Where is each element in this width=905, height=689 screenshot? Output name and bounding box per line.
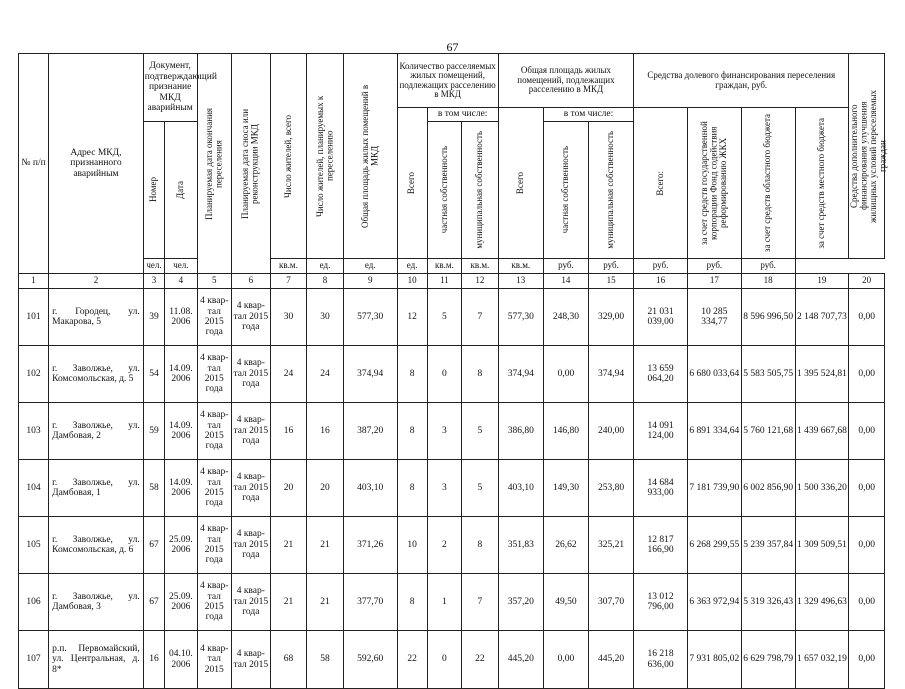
cell-a-priv: 0,00 [543,631,588,689]
header-rooms-private: частная собственность [438,146,449,234]
table-row [19,574,885,631]
cell-f-loc: 1 657 032,19 [795,631,849,689]
cell-plan: 16 [307,403,344,460]
cell-plan: 20 [307,460,344,517]
cell-f-reg: 6 629 798,79 [741,631,795,689]
header-funding-all: Всего: [654,170,665,196]
cell-a-all: 351,83 [498,517,543,574]
cell-end: 4 квар- тал 2015 [197,631,231,689]
unit-cell: ед. [343,259,397,274]
cell-all: 22 [397,631,427,689]
cell-priv: 0 [427,346,461,403]
cell-res: 21 [270,517,307,574]
table-header [19,54,888,289]
cell-plan: 21 [307,574,344,631]
cell-a-priv: 0,00 [543,346,588,403]
table-row [19,289,885,346]
column-number: 16 [634,274,688,289]
unit-cell: кв.м. [498,259,543,274]
cell-f-fund: 7 931 805,02 [687,631,741,689]
cell-end: 4 квар- тал 2015 года [197,346,231,403]
cell-num: 59 [143,403,165,460]
cell-date: 25.09. 2006 [165,517,197,574]
header-address: Адрес МКД, признанного аварийным [49,54,144,274]
cell-all: 12 [397,289,427,346]
cell-date: 11.08. 2006 [165,289,197,346]
cell-all: 8 [397,403,427,460]
cell-f-reg: 8 596 996,50 [741,289,795,346]
cell-a-priv: 26,62 [543,517,588,574]
cell-end: 4 квар- тал 2015 года [197,574,231,631]
cell-f-all: 16 218 636,00 [634,631,688,689]
cell-f-fund: 10 285 334,77 [687,289,741,346]
cell-a-all: 403,10 [498,460,543,517]
unit-cell: чел. [165,259,197,274]
cell-f-fund: 7 181 739,90 [687,460,741,517]
header-no: № п/п [19,54,49,274]
cell-date: 14.09. 2006 [165,460,197,517]
cell-demo: 4 квар- тал 2015 года [231,289,270,346]
cell-mun: 8 [462,517,499,574]
cell-area: 387,20 [343,403,397,460]
relocation-table [18,53,888,689]
cell-f-loc: 1 329 496,63 [795,574,849,631]
cell-priv: 5 [427,289,461,346]
cell-f-all: 21 031 039,00 [634,289,688,346]
header-planned-end: Планируемая дата окончания переселения [203,107,224,220]
cell-a-priv: 49,50 [543,574,588,631]
column-numbers-row [19,274,885,289]
cell-f-all: 14 091 124,00 [634,403,688,460]
cell-f-fund: 6 680 033,64 [687,346,741,403]
column-number: 8 [307,274,344,289]
unit-cell: кв.м. [270,259,307,274]
cell-all: 8 [397,460,427,517]
cell-address: г. Городец, ул. Макарова, 5 [49,289,144,346]
cell-priv: 2 [427,517,461,574]
cell-area: 592,60 [343,631,397,689]
table-row [19,631,885,689]
cell-f-loc: 1 395 524,81 [795,346,849,403]
cell-priv: 3 [427,460,461,517]
header-planned-demolition: Планируемая дата сноса или реконструкции МКД [240,108,260,219]
cell-no: 106 [19,574,49,631]
cell-mun: 7 [462,289,499,346]
cell-address: г. Заволжье, ул. Дамбовая, 1 [49,460,144,517]
cell-end: 4 квар- тал 2015 года [197,517,231,574]
cell-num: 67 [143,517,165,574]
cell-f-reg: 6 002 856,90 [741,460,795,517]
cell-date: 25.09. 2006 [165,574,197,631]
cell-mun: 7 [462,574,499,631]
cell-area: 374,94 [343,346,397,403]
header-residents-planned: Число жителей, планируемых к переселению [314,95,335,217]
cell-a-all: 386,80 [498,403,543,460]
cell-end: 4 квар- тал 2015 года [197,460,231,517]
units-row [19,259,885,274]
cell-a-mun: 329,00 [589,289,634,346]
cell-demo: 4 квар- тал 2015 года [231,517,270,574]
cell-priv: 0 [427,631,461,689]
column-number: 15 [589,274,634,289]
cell-add: 0,00 [849,403,885,460]
cell-f-fund: 6 891 334,64 [687,403,741,460]
column-number: 18 [741,274,795,289]
header-doc-date: Дата [175,180,186,199]
cell-a-all: 445,20 [498,631,543,689]
cell-all: 10 [397,517,427,574]
cell-f-fund: 6 363 972,94 [687,574,741,631]
cell-res: 24 [270,346,307,403]
cell-address: р.п. Первомайский, ул. Центральная, д. 8* [49,631,144,689]
cell-address: г. Заволжье, ул. Дамбовая, 2 [49,403,144,460]
header-rooms-municipal: муниципальная собственность [474,131,485,249]
cell-no: 102 [19,346,49,403]
header-rooms-all: Всего [406,171,417,195]
header-area-group: Общая площадь жилых помещений, подлежащих расселению в МКД [498,54,634,108]
unit-cell: руб. [634,259,688,274]
cell-a-mun: 445,20 [589,631,634,689]
column-number: 20 [849,274,885,289]
cell-f-loc: 1 500 336,20 [795,460,849,517]
unit-cell: руб. [741,259,795,274]
column-number: 9 [343,274,397,289]
unit-cell: кв.м. [462,259,499,274]
cell-priv: 1 [427,574,461,631]
header-rooms-group: Количество расселяемых жилых помещений, подлежащих расселению в МКД [397,54,498,108]
header-of-which-2: в том числе: [543,108,633,122]
unit-cell: чел. [143,259,165,274]
cell-num: 16 [143,631,165,689]
header-funding-local: за счет средств местного бюджета [816,117,827,249]
header-area-private: частная собственность [560,146,571,234]
unit-cell: кв.м. [427,259,461,274]
table-body [19,289,885,689]
header-additional: Средства дополнительного финансирования улучшения жилищных условий переселяемых граждан [849,89,888,223]
cell-f-all: 14 684 933,00 [634,460,688,517]
table-row [19,346,885,403]
column-number: 2 [49,274,144,289]
cell-plan: 24 [307,346,344,403]
cell-plan: 21 [307,517,344,574]
cell-a-mun: 253,80 [589,460,634,517]
cell-end: 4 квар- тал 2015 года [197,403,231,460]
unit-cell: руб. [687,259,741,274]
cell-area: 403,10 [343,460,397,517]
cell-date: 14.09. 2006 [165,346,197,403]
column-number: 10 [397,274,427,289]
unit-cell: руб. [589,259,634,274]
cell-res: 20 [270,460,307,517]
cell-a-all: 374,94 [498,346,543,403]
cell-res: 21 [270,574,307,631]
cell-f-loc: 1 439 667,68 [795,403,849,460]
cell-num: 58 [143,460,165,517]
cell-f-all: 12 817 166,90 [634,517,688,574]
cell-area: 377,70 [343,574,397,631]
table-row [19,460,885,517]
cell-a-mun: 307,70 [589,574,634,631]
table-row [19,403,885,460]
cell-no: 105 [19,517,49,574]
unit-cell: руб. [543,259,588,274]
cell-f-all: 13 012 796,00 [634,574,688,631]
cell-a-mun: 325,21 [589,517,634,574]
cell-f-reg: 5 319 326,43 [741,574,795,631]
cell-all: 8 [397,574,427,631]
column-number: 7 [270,274,307,289]
cell-demo: 4 квар- тал 2015 года [231,574,270,631]
cell-area: 371,26 [343,517,397,574]
cell-priv: 3 [427,403,461,460]
cell-a-priv: 149,30 [543,460,588,517]
cell-res: 68 [270,631,307,689]
column-number: 4 [165,274,197,289]
header-funding-fund: за счет средств государственной корпорации Фонд содействия реформированию ЖКХ [699,121,729,245]
cell-no: 101 [19,289,49,346]
cell-demo: 4 квар- тал 2015 [231,631,270,689]
cell-mun: 5 [462,403,499,460]
cell-a-mun: 374,94 [589,346,634,403]
cell-no: 107 [19,631,49,689]
cell-add: 0,00 [849,289,885,346]
header-of-which: в том числе: [427,108,498,122]
column-number: 1 [19,274,49,289]
cell-f-reg: 5 760 121,68 [741,403,795,460]
cell-f-all: 13 659 064,20 [634,346,688,403]
column-number: 17 [687,274,741,289]
header-funding-region: за счет средств областного бюджета [762,113,773,253]
header-residents-total: Число жителей, всего [282,114,293,198]
header-area-all: Всего [515,171,526,195]
header-document: Документ, подтверждающий признание МКД аварийным [143,54,197,122]
cell-address: г. Заволжье, ул. Комсомольская, д. 5 [49,346,144,403]
column-number: 3 [143,274,165,289]
cell-add: 0,00 [849,631,885,689]
cell-demo: 4 квар- тал 2015 года [231,460,270,517]
cell-add: 0,00 [849,460,885,517]
cell-add: 0,00 [849,574,885,631]
cell-f-reg: 5 239 357,84 [741,517,795,574]
cell-f-loc: 1 309 509,51 [795,517,849,574]
cell-a-priv: 146,80 [543,403,588,460]
column-number: 5 [197,274,231,289]
cell-demo: 4 квар- тал 2015 года [231,403,270,460]
cell-f-reg: 5 583 505,75 [741,346,795,403]
cell-num: 67 [143,574,165,631]
column-number: 11 [427,274,461,289]
cell-num: 39 [143,289,165,346]
cell-a-priv: 248,30 [543,289,588,346]
column-number: 6 [231,274,270,289]
cell-end: 4 квар- тал 2015 года [197,289,231,346]
cell-add: 0,00 [849,517,885,574]
cell-a-mun: 240,00 [589,403,634,460]
column-number: 12 [462,274,499,289]
header-funding-group: Средства долевого финансирования переселения граждан, руб. [634,54,849,108]
cell-all: 8 [397,346,427,403]
unit-cell: ед. [397,259,427,274]
cell-add: 0,00 [849,346,885,403]
cell-address: г. Заволжье, ул. Комсомольская, д. 6 [49,517,144,574]
cell-res: 30 [270,289,307,346]
header-doc-number: Номер [148,177,159,203]
cell-mun: 22 [462,631,499,689]
cell-a-all: 577,30 [498,289,543,346]
cell-f-loc: 2 148 707,73 [795,289,849,346]
cell-plan: 58 [307,631,344,689]
cell-res: 16 [270,403,307,460]
column-number: 13 [498,274,543,289]
cell-mun: 8 [462,346,499,403]
unit-cell: ед. [307,259,344,274]
cell-a-all: 357,20 [498,574,543,631]
cell-plan: 30 [307,289,344,346]
cell-f-fund: 6 268 299,55 [687,517,741,574]
cell-demo: 4 квар- тал 2015 года [231,346,270,403]
header-area-municipal: муниципальная собственность [605,131,616,249]
page-number: 67 [446,40,459,54]
cell-no: 104 [19,460,49,517]
cell-mun: 5 [462,460,499,517]
header-total-area: Общая площадь жилых помещений в МКД [359,84,380,228]
table-row [19,517,885,574]
cell-address: г. Заволжье, ул. Дамбовая, 3 [49,574,144,631]
cell-no: 103 [19,403,49,460]
column-number: 14 [543,274,588,289]
cell-date: 14.09. 2006 [165,403,197,460]
cell-num: 54 [143,346,165,403]
cell-date: 04.10. 2006 [165,631,197,689]
column-number: 19 [795,274,849,289]
cell-area: 577,30 [343,289,397,346]
